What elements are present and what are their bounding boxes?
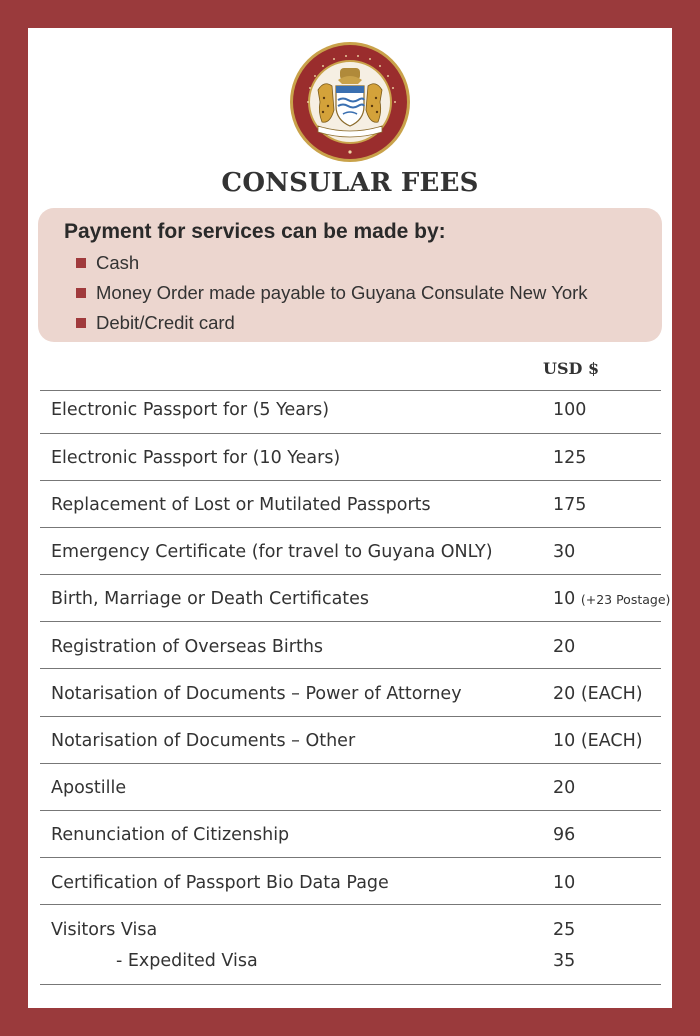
fee-price: 20 <box>553 778 576 798</box>
fee-price: 20 <box>553 637 576 657</box>
fee-price: 125 <box>553 448 587 468</box>
fee-sub-price: 35 <box>553 951 576 971</box>
fee-service: Renunciation of Citizenship <box>51 825 290 845</box>
fee-service: Certification of Passport Bio Data Page <box>51 873 389 893</box>
table-divider <box>40 716 661 717</box>
fee-service: Visitors Visa <box>51 920 158 940</box>
table-divider <box>40 810 661 811</box>
payment-method-cash: Cash <box>76 252 139 274</box>
fee-price: 10 (+23 Postage) <box>553 589 671 609</box>
fee-service: Emergency Certificate (for travel to Guyana ONLY) <box>51 542 493 562</box>
fee-price: 10 <box>553 873 576 893</box>
table-divider <box>40 433 661 434</box>
fee-service: Notarisation of Documents – Other <box>51 731 356 751</box>
fee-price: 20 (EACH) <box>553 684 643 704</box>
fee-sub-service: - Expedited Visa <box>116 951 258 971</box>
fee-service: Replacement of Lost or Mutilated Passports <box>51 495 431 515</box>
bullet-square-icon <box>76 318 86 328</box>
table-divider <box>40 390 661 391</box>
fee-price: 96 <box>553 825 576 845</box>
table-divider <box>40 574 661 575</box>
table-divider <box>40 527 661 528</box>
table-divider <box>40 480 661 481</box>
fee-price: 100 <box>553 400 587 420</box>
payment-method-card: Debit/Credit card <box>76 312 235 334</box>
fee-price: 25 <box>553 920 576 940</box>
payment-methods-panel <box>38 208 662 342</box>
page-title: CONSULAR FEES <box>221 168 479 198</box>
fee-price: 175 <box>553 495 587 515</box>
table-divider <box>40 763 661 764</box>
bullet-square-icon <box>76 258 86 268</box>
payment-heading: Payment for services can be made by: <box>64 220 446 243</box>
currency-header: USD $ <box>543 359 600 378</box>
fee-price: 30 <box>553 542 576 562</box>
fee-service: Electronic Passport for (10 Years) <box>51 448 341 468</box>
table-divider <box>40 857 661 858</box>
fee-service: Notarisation of Documents – Power of Attorney <box>51 684 462 704</box>
table-divider <box>40 668 661 669</box>
fees-card <box>28 28 672 1008</box>
consulate-seal <box>288 40 412 164</box>
fee-service: Apostille <box>51 778 127 798</box>
payment-method-money-order: Money Order made payable to Guyana Consulate New York <box>76 282 588 304</box>
fee-service: Electronic Passport for (5 Years) <box>51 400 330 420</box>
table-divider <box>40 904 661 905</box>
fee-price: 10 (EACH) <box>553 731 643 751</box>
fee-service: Registration of Overseas Births <box>51 637 324 657</box>
fee-price-note: (+23 Postage) <box>580 592 671 607</box>
fee-service: Birth, Marriage or Death Certificates <box>51 589 370 609</box>
table-divider <box>40 984 661 985</box>
bullet-square-icon <box>76 288 86 298</box>
table-divider <box>40 621 661 622</box>
